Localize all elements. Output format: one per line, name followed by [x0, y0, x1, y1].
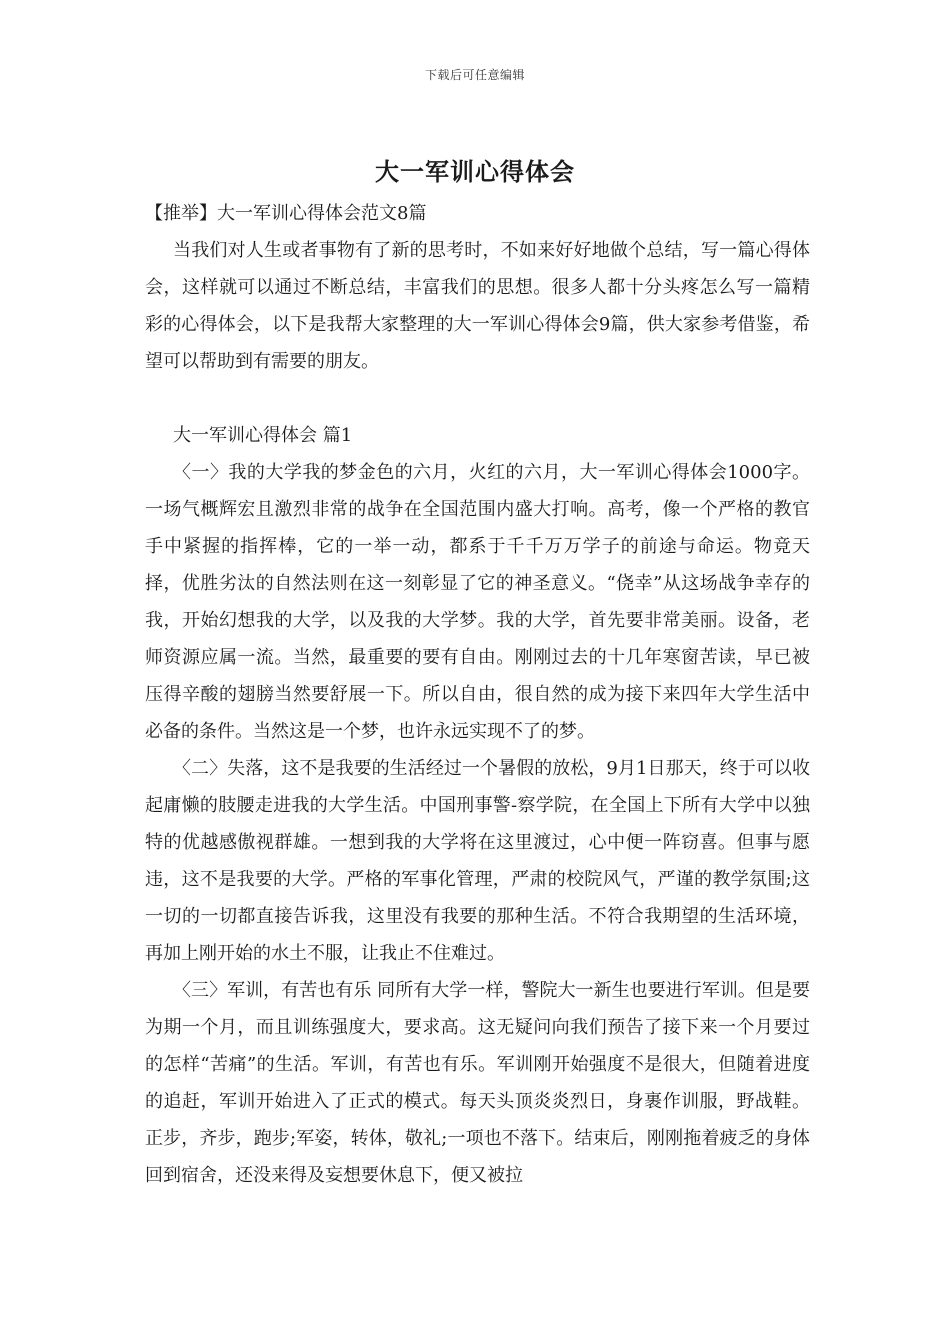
section-heading: 大一军训心得体会 篇1 [173, 425, 353, 446]
page-title: 大一军训心得体会 [375, 158, 575, 186]
header-note: 下载后可任意编辑 [424, 68, 525, 82]
subtitle: 【推举】大一军训心得体会范文8篇 [145, 203, 427, 224]
paragraph-spacer [145, 380, 810, 417]
intro-paragraph: 当我们对人生或者事物有了新的思考时，不如来好好地做个总结，写一篇心得体会，这样就可以通过不断总结，丰富我们的思想。很多人都十分头疼怎么写一篇精彩的心得体会，以下是我帮大家整理的大一军训心得体会9篇，供大家参考借鉴，希望可以帮助到有需要的朋友。 [145, 240, 810, 372]
paragraph-part-1: 〈一〉我的大学我的梦金色的六月，火红的六月，大一军训心得体会1000字。一场气概辉宏且激烈非常的战争在全国范围内盛大打响。高考，像一个严格的教官手中紧握的指挥棒，它的一举一动，都系于千千万万学子的前途与命运。物竟天择，优胜劣汰的自然法则在这一刻彰显了它的神圣意义。“侥幸”从这场战争幸存的我，开始幻想我的大学，以及我的大学梦。我的大学，首先要非常美丽。设备，老师资源应属一流。当然，最重要的要有自由。刚刚过去的十几年寒窗苦读，早已被压得辛酸的翅膀当然要舒展一下。所以自由，很自然的成为接下来四年大学生活中必备的条件。当然这是一个梦，也许永远实现不了的梦。 [145, 462, 810, 742]
paragraph-part-2: 〈二〉失落，这不是我要的生活经过一个暑假的放松，9月1日那天，终于可以收起庸懒的肢腰走进我的大学生活。中国刑事警-察学院，在全国上下所有大学中以独特的优越感傲视群雄。一想到我的大学将在这里渡过，心中便一阵窃喜。但事与愿违，这不是我要的大学。严格的军事化管理，严肃的校院风气，严谨的教学氛围;这一切的一切都直接告诉我，这里没有我要的那种生活。不符合我期望的生活环境，再加上刚开始的水土不服，让我止不住难过。 [145, 758, 810, 964]
paragraph-part-3: 〈三〉军训，有苦也有乐 同所有大学一样，警院大一新生也要进行军训。但是要为期一个月，而且训练强度大，要求高。这无疑问向我们预告了接下来一个月要过的怎样“苦痛”的生活。军训，有苦也有乐。军训刚开始强度不是很大，但随着进度的追赶，军训开始进入了正式的模式。每天头顶炎炎烈日，身裹作训服，野战鞋。正步，齐步，跑步;军姿，转体，敬礼;一项也不落下。结束后，刚刚拖着疲乏的身体回到宿舍，还没来得及妄想要休息下，便又被拉 [145, 980, 810, 1186]
document-body [145, 195, 810, 1194]
